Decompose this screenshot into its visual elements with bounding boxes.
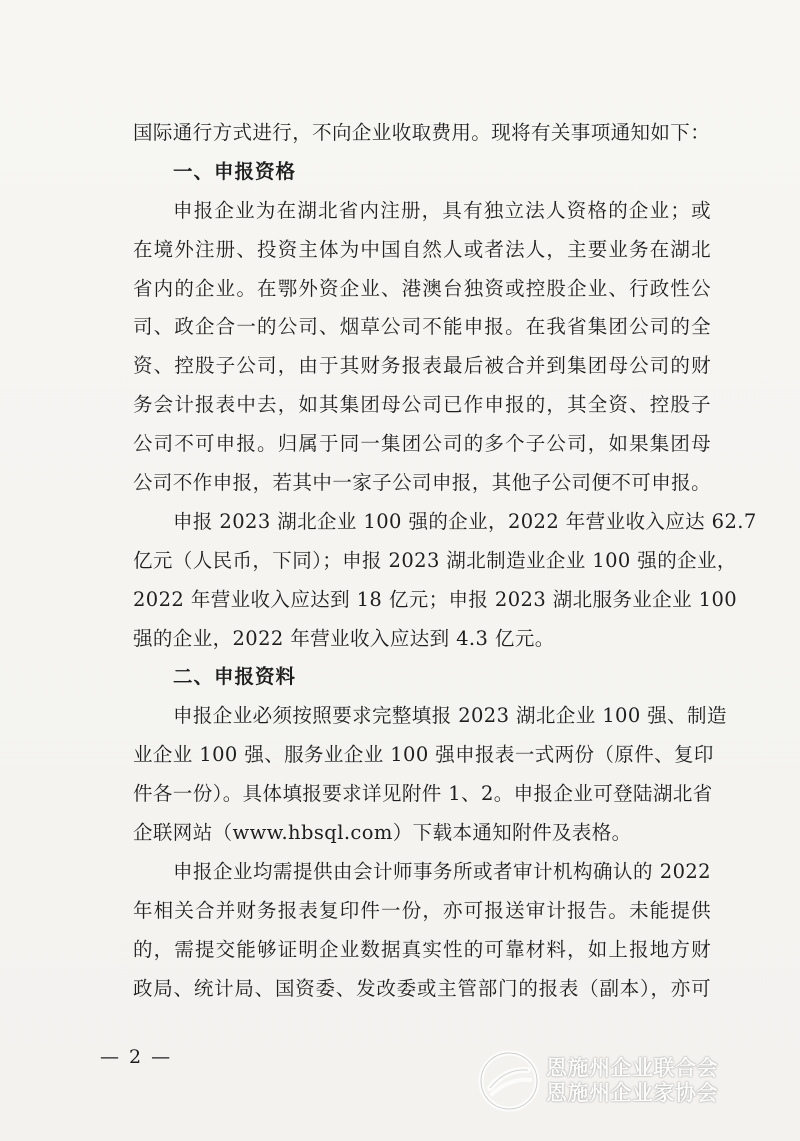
paragraph-line: 件各一份）。具体填报要求详见附件 1、2。申报企业可登陆湖北省 — [133, 782, 713, 806]
paragraph-line: 申报企业必须按照要求完整填报 2023 湖北企业 100 强、制造 — [173, 704, 727, 728]
paragraph-line: 国际通行方式进行，不向企业收取费用。现将有关事项通知如下： — [133, 121, 711, 144]
paragraph-line: 的，需提交能够证明企业数据真实性的可靠材料，如上报地方财 — [133, 937, 711, 961]
paragraph-line: 亿元（人民币，下同）；申报 2023 湖北制造业企业 100 强的企业， — [133, 548, 737, 572]
paragraph-line: 强的企业，2022 年营业收入应达到 4.3 亿元。 — [133, 626, 555, 650]
paragraph-line: 省内的企业。在鄂外资企业、港澳台独资或控股企业、行政性公 — [133, 276, 711, 300]
page-number: — 2 — — [100, 1046, 173, 1068]
paragraph-line: 公司不作申报，若其中一家子公司申报，其他子公司便不可申报。 — [133, 471, 711, 495]
paragraph-line: 务会计报表中去，如其集团母公司已作申报的，其全资、控股子 — [133, 393, 711, 417]
watermark — [476, 1046, 776, 1116]
section-heading: 二、申报资料 — [173, 665, 297, 689]
section-heading: 一、申报资格 — [173, 159, 297, 183]
paragraph-line: 申报企业均需提供由会计师事务所或者审计机构确认的 2022 — [173, 859, 711, 883]
paragraph-line: 资、控股子公司，由于其财务报表最后被合并到集团母公司的财 — [133, 354, 711, 378]
paragraph-line: 2022 年营业收入应达到 18 亿元；申报 2023 湖北服务业企业 100 — [133, 587, 738, 611]
association-logo-icon — [476, 1048, 542, 1114]
paragraph-line: 申报企业为在湖北省内注册，具有独立法人资格的企业；或 — [173, 198, 711, 222]
paragraph-line: 政局、统计局、国资委、发改委或主管部门的报表（副本），亦可 — [133, 976, 711, 1000]
paragraph-line: 司、政企合一的公司、烟草公司不能申报。在我省集团公司的全 — [133, 315, 711, 339]
paragraph-line: 企联网站（www.hbsql.com）下载本通知附件及表格。 — [133, 821, 632, 845]
paragraph-line: 公司不可申报。归属于同一集团公司的多个子公司，如果集团母 — [133, 432, 711, 456]
paragraph-line: 申报 2023 湖北企业 100 强的企业，2022 年营业收入应达 62.7 — [173, 509, 757, 533]
document-body — [133, 114, 757, 1008]
paragraph-line: 年相关合并财务报表复印件一份，亦可报送审计报告。未能提供 — [133, 898, 711, 922]
watermark-line-2: 恩施州企业家协会 — [546, 1081, 718, 1105]
watermark-text — [546, 1056, 718, 1106]
watermark-line-1: 恩施州企业联合会 — [546, 1056, 718, 1080]
paragraph-line: 在境外注册、投资主体为中国自然人或者法人，主要业务在湖北 — [133, 237, 711, 261]
paragraph-line: 业企业 100 强、服务业企业 100 强申报表一式两份（原件、复印 — [133, 743, 714, 767]
